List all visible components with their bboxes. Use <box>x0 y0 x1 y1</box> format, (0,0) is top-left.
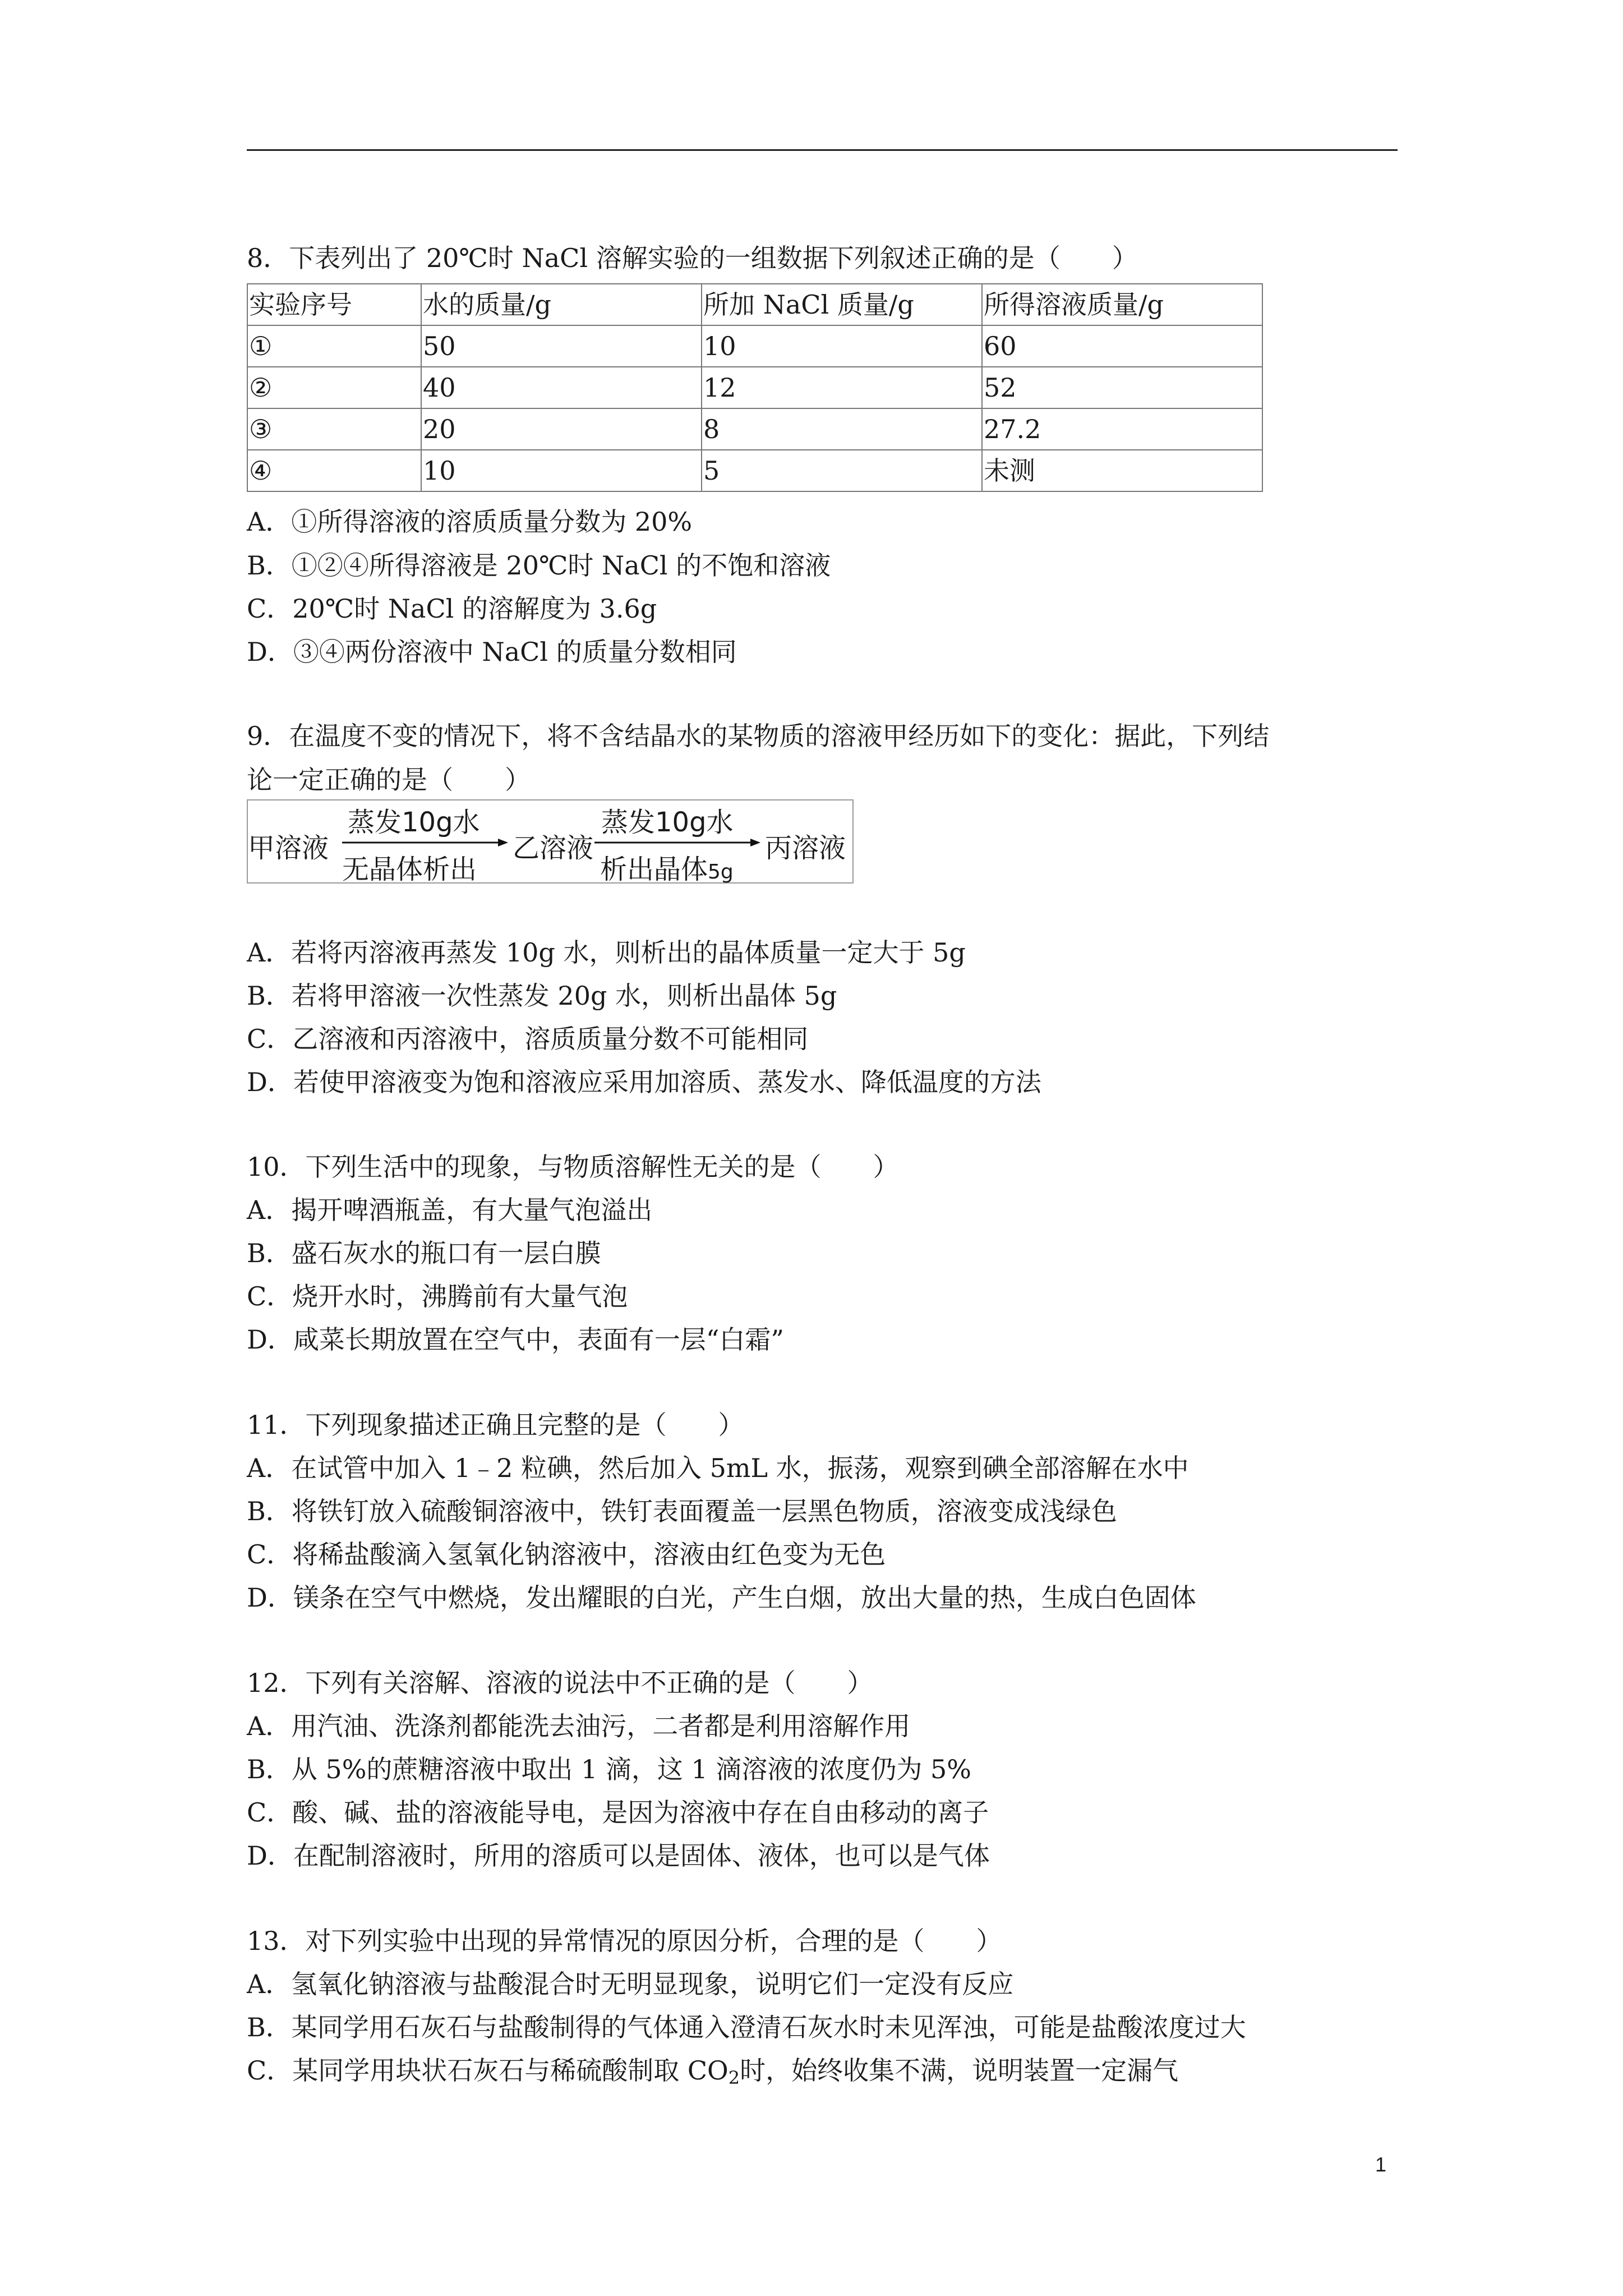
table-cell: ② <box>247 367 421 408</box>
table-cell: 52 <box>982 367 1262 408</box>
table-cell: ④ <box>247 450 421 491</box>
q8-stem: 8．下表列出了 20℃时 NaCl 溶解实验的一组数据下列叙述正确的是（ ） <box>247 243 1138 273</box>
arrow-2-bottom-main: 析出晶体 <box>600 854 708 885</box>
node-bing-solution: 丙溶液 <box>765 832 846 864</box>
table-header-cell: 实验序号 <box>247 284 421 325</box>
table-cell: 40 <box>421 367 702 408</box>
q8-option-c: C．20℃时 NaCl 的溶解度为 3.6g <box>247 593 657 624</box>
q12-stem: 12．下列有关溶解、溶液的说法中不正确的是（ ） <box>247 1668 873 1698</box>
q12-option-d: D．在配制溶液时，所用的溶质可以是固体、液体，也可以是气体 <box>247 1841 990 1871</box>
arrow-2-bottom-label <box>600 848 734 886</box>
table-row <box>247 367 1262 408</box>
q11-stem: 11．下列现象描述正确且完整的是（ ） <box>247 1410 744 1440</box>
arrow-1-bottom-label: 无晶体析出 <box>342 854 477 885</box>
q9-option-d: D．若使甲溶液变为饱和溶液应采用加溶质、蒸发水、降低温度的方法 <box>247 1067 1041 1097</box>
table-cell: 12 <box>702 367 982 408</box>
table-cell: 27.2 <box>982 408 1262 450</box>
q8-data-table <box>247 283 1263 492</box>
table-header-row <box>247 284 1262 325</box>
q13-option-c-subscript: 2 <box>728 2067 740 2088</box>
q8-option-d: D．③④两份溶液中 NaCl 的质量分数相同 <box>247 637 737 667</box>
q11-option-d: D．镁条在空气中燃烧，发出耀眼的白光，产生白烟，放出大量的热，生成白色固体 <box>247 1582 1196 1613</box>
q10-stem: 10．下列生活中的现象，与物质溶解性无关的是（ ） <box>247 1152 899 1182</box>
arrow-2-top-label: 蒸发10g水 <box>601 807 734 838</box>
q13-option-c-post: 时，始终收集不满，说明装置一定漏气 <box>740 2055 1179 2086</box>
arrow-2-bottom-small: 5g <box>708 861 734 884</box>
table-cell: 20 <box>421 408 702 450</box>
table-cell: ③ <box>247 408 421 450</box>
q13-option-b: B．某同学用石灰石与盐酸制得的气体通入澄清石灰水时未见浑浊，可能是盐酸浓度过大 <box>247 2012 1246 2042</box>
table-cell: 8 <box>702 408 982 450</box>
q13-option-c <box>247 2054 1178 2095</box>
q10-option-c: C．烧开水时，沸腾前有大量气泡 <box>247 1281 628 1312</box>
table-row <box>247 450 1262 491</box>
table-header-cell: 水的质量/g <box>421 284 702 325</box>
node-jia-solution: 甲溶液 <box>248 832 329 864</box>
q10-option-d: D．咸菜长期放置在空气中，表面有一层“白霜” <box>247 1324 784 1355</box>
table-cell: ① <box>247 325 421 367</box>
q8-option-a: A．①所得溶液的溶质质量分数为 20% <box>247 507 693 537</box>
header-rule <box>247 149 1398 151</box>
table-cell: 60 <box>982 325 1262 367</box>
q12-option-a: A．用汽油、洗涤剂都能洗去油污，二者都是利用溶解作用 <box>247 1711 911 1741</box>
page-number: 1 <box>1375 2153 1387 2176</box>
q9-stem-line1: 9．在温度不变的情况下，将不含结晶水的某物质的溶液甲经历如下的变化：据此，下列结 <box>247 721 1270 751</box>
q11-option-a: A．在试管中加入 1﹣2 粒碘，然后加入 5mL 水，振荡，观察到碘全部溶解在水中 <box>247 1453 1189 1483</box>
q9-option-c: C．乙溶液和丙溶液中，溶质质量分数不可能相同 <box>247 1024 809 1054</box>
arrow-1-head <box>498 839 508 846</box>
q13-option-c-pre: C．某同学用块状石灰石与稀硫酸制取 CO <box>247 2055 728 2086</box>
table-header-cell: 所得溶液质量/g <box>982 284 1262 325</box>
q9-process-diagram <box>247 799 854 884</box>
table-cell: 10 <box>421 450 702 491</box>
q12-option-c: C．酸、碱、盐的溶液能导电，是因为溶液中存在自由移动的离子 <box>247 1797 989 1828</box>
table-row <box>247 408 1262 450</box>
q9-stem-line2: 论一定正确的是（ ） <box>247 765 531 795</box>
table-cell: 50 <box>421 325 702 367</box>
node-yi-solution: 乙溶液 <box>513 832 594 864</box>
q13-stem: 13．对下列实验中出现的异常情况的原因分析，合理的是（ ） <box>247 1926 1002 1956</box>
q13-option-a: A．氢氧化钠溶液与盐酸混合时无明显现象，说明它们一定没有反应 <box>247 1969 1014 1999</box>
q8-option-b: B．①②④所得溶液是 20℃时 NaCl 的不饱和溶液 <box>247 550 831 581</box>
q10-option-a: A．揭开啤酒瓶盖，有大量气泡溢出 <box>247 1195 653 1225</box>
table-cell: 5 <box>702 450 982 491</box>
q11-option-b: B．将铁钉放入硫酸铜溶液中，铁钉表面覆盖一层黑色物质，溶液变成浅绿色 <box>247 1496 1117 1526</box>
table-row <box>247 325 1262 367</box>
q10-option-b: B．盛石灰水的瓶口有一层白膜 <box>247 1238 601 1268</box>
q9-option-b: B．若将甲溶液一次性蒸发 20g 水，则析出晶体 5g <box>247 981 837 1011</box>
arrow-2-head <box>750 839 760 846</box>
table-cell: 未测 <box>982 450 1262 491</box>
table-cell: 10 <box>702 325 982 367</box>
arrow-1-top-label: 蒸发10g水 <box>348 807 480 838</box>
q11-option-c: C．将稀盐酸滴入氢氧化钠溶液中，溶液由红色变为无色 <box>247 1539 886 1570</box>
table-header-cell: 所加 NaCl 质量/g <box>702 284 982 325</box>
q9-option-a: A．若将丙溶液再蒸发 10g 水，则析出的晶体质量一定大于 5g <box>247 937 966 968</box>
q12-option-b: B．从 5%的蔗糖溶液中取出 1 滴，这 1 滴溶液的浓度仍为 5% <box>247 1754 972 1784</box>
